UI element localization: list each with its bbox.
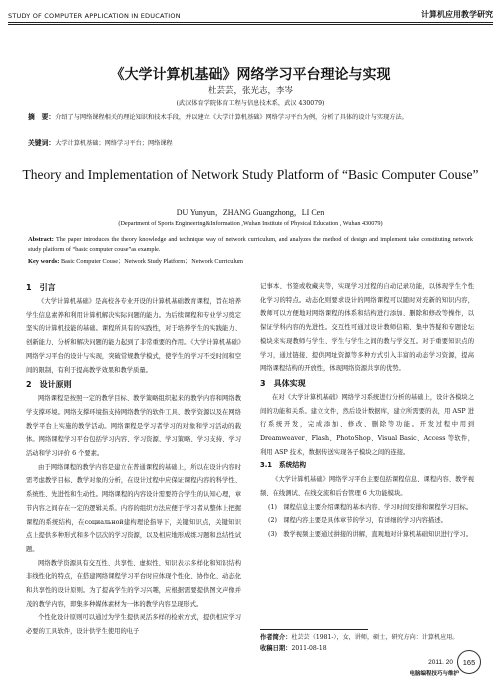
list-item: (3) 教学视频主要通过拼接的讲解，直观地对计算机基础知识进行学习。 [268, 530, 473, 538]
abstract-en-text: The paper introduces the theory knowledge and technique way of network curriculum, and analyzes the method of design and implement take constituting network study platform of “basic computer couse”as example. [28, 236, 473, 253]
keywords-en-label: Key words: [28, 258, 60, 265]
keywords-cn-label: 关键词： [28, 139, 56, 147]
journal-name-cn: 计算机应用教学研究 [421, 10, 493, 19]
received-date-label: 收稿日期： [260, 645, 292, 652]
list-item: (2) 课程内容主要是具体章节的学习，有详细的学习内容描述。 [268, 517, 447, 525]
abstract-cn-label: 摘 要： [28, 113, 56, 121]
paper-title-cn: 《大学计算机基础》网络学习平台理论与实现 [110, 67, 391, 83]
keywords-en-text: Basic Computer Couse；Network Study Platform；Network Curriculum [60, 258, 243, 265]
paragraph: 个性化设计原则可以通过为学生提供灵活多样的检索方式，提供相应学习必要的工具软件，设计供学生使用的电子 [26, 614, 241, 636]
abstract-en-label: Abstract: [28, 236, 54, 243]
page-number-block [409, 650, 481, 677]
affiliation-cn: (武汉体育学院体育工程与信息技术系，武汉 430079) [176, 100, 325, 107]
paragraph: 《大学计算机基础》是高校各专业开设的计算机基础教育课程，旨在培养学生信息素养和利用计算机解决实际问题的能力。为后续课程和专业学习奠定坚实的计算机技能的基础。课程所具有的实践性，对于培养学生的实践能力、创新能力、分析和解决问题的能力起到了非常重要的作用。《大学计算机基础》网络学习平台的设计与实现，突破常规教学模式，使学生的学习不受时间和空间的限制，有利于提高教学效果和教学质量。 [26, 298, 241, 374]
left-column [26, 280, 241, 639]
section-heading-design-principles: 2 设计原则 [26, 380, 72, 390]
subsection-heading-system-structure: 3.1 系统结构 [260, 461, 307, 470]
paragraph: 网络课程是按照一定的教学目标、教学策略组织起来的教学内容和网络教学支撑环境。网络支撑环境指支持网络教学的软件工具、教学资源以及在网络教学平台上实施的教学活动。网络课程是学习者学习的对象和学习活动的载体。网络课程学习平台包括学习内容、学习资源、学习策略、学习支持、学习活动和学习评价 6 个要素。 [26, 395, 241, 458]
paper-title-en: Theory and Implementation of Network Study Platform of “Basic Computer Couse” [22, 167, 479, 182]
journal-name-en: STUDY OF COMPUTER APPLICATION IN EDUCATION [8, 12, 181, 20]
received-date-text: 2011-08-18 [291, 645, 327, 652]
paragraph: 由于网络课程的教学内容是建立在普通课程的基础上，所以在设计内容时需考虑教学目标、教学对象的分析，在设计过程中应保证课程内容的科学性、系统性、先进性和生动性。网络课程的内容设计需要符合学生的认知心理，章节内容之间存在一定的逻辑关系。内容的组织方法应便于学习者从整体上把握课程的系统结构，在социальной建构理论指导下，关键知识点，关键知识点上提供多种形式和多个层次的学习资源，以及相应地形成练习题和总结性试题。 [26, 463, 241, 553]
section-heading-introduction: 1 引言 [26, 283, 56, 292]
page-number: 165 [457, 650, 481, 674]
right-column [260, 280, 474, 542]
journal-subtitle: 电脑编程技巧与维护 [409, 671, 459, 677]
section-heading-implementation: 3 具体实现 [260, 378, 306, 388]
keywords-cn-text: 大学计算机基础；网络学习平台；网络课程 [55, 140, 173, 147]
author-info-label: 作者简介： [260, 634, 292, 641]
authors-cn: 杜芸芸，张光志，李岑 [207, 86, 293, 96]
issue-number: 2011. 20 [428, 658, 453, 666]
paragraph: 网络教学资源具有交互性、共享性、虚拟性、知识表示多样化和知识结构非线性化的特点，在搭建网络课程学习平台时应体现个性化、协作化、动态化和共享性的设计原则。为了提高学生的学习兴趣，应根据需要提供图文声像并茂的教学内容，即集多种媒体素材为一体的教学内容呈现形式。 [26, 559, 241, 608]
abstract-en [28, 235, 473, 254]
paragraph: 《大学计算机基础》网络学习平台主要包括课程信息、课程内容、教学视频、在线测试、在线交流和后台管理 6 大功能模块。 [260, 476, 474, 497]
paragraph: 在对《大学计算机基础》网络学习系统进行分析的基础上，设计各模块之间的功能和关系。建立文件，然后设计数据库，建立所需要的表，用 ASP 进行系统开发，完成添加、修改、删除等功能。开发过程中用到 Dreamweaver、Flash、PhotoShop、Visual Basic、Access 等软件，利用 ASP 技术，数据传送实现各子模块之间的连接。 [260, 393, 474, 456]
authors-en: DU Yunyun，ZHANG Guangzhong，LI Cen [176, 208, 325, 217]
author-info-text: 杜芸芸（1981-），女，讲师，硕士，研究方向：计算机应用。 [291, 634, 459, 641]
running-header [8, 8, 493, 23]
list-item: (1) 课程信息主要介绍课程的基本内容、学习时间安排和课程学习目标。 [268, 503, 473, 511]
abstract-cn [28, 111, 473, 124]
paragraph: 记事本、书签或收藏夹等，实现学习过程的自动记录功能，以体现学生个性化学习的特点。动态化则要求设计的网络课程可以随时对充新的知识内容，教师可以方便地对网络课程的体系和结构进行添加、删除和修改等操作，以保证学科内容的先进性。交互性可通过设计教师信箱、集中答疑和专题论坛模块来实现教师与学生、学生与学生之间的教与学交互。对于重要知识点的学习，通过链接、提供网址资源等多种方式引入丰富的动态学习资源，提高网络课程结构的开放性，体现网络资源共享的优势。 [260, 283, 474, 373]
affiliation-en: (Department of Sports Engineering&Information ,Wuhan Institute of Physical Education , Wuhan 430079) [118, 220, 383, 227]
header-rule [8, 24, 493, 25]
abstract-cn-text: 介绍了与网络课程相关的理论知识和技术手段，并以建立《大学计算机基础》网络学习平台为例，分析了具体的设计与实现方法。 [55, 114, 408, 121]
keywords-cn [28, 137, 473, 150]
keywords-en [28, 256, 473, 265]
footnote-rule [260, 629, 368, 630]
